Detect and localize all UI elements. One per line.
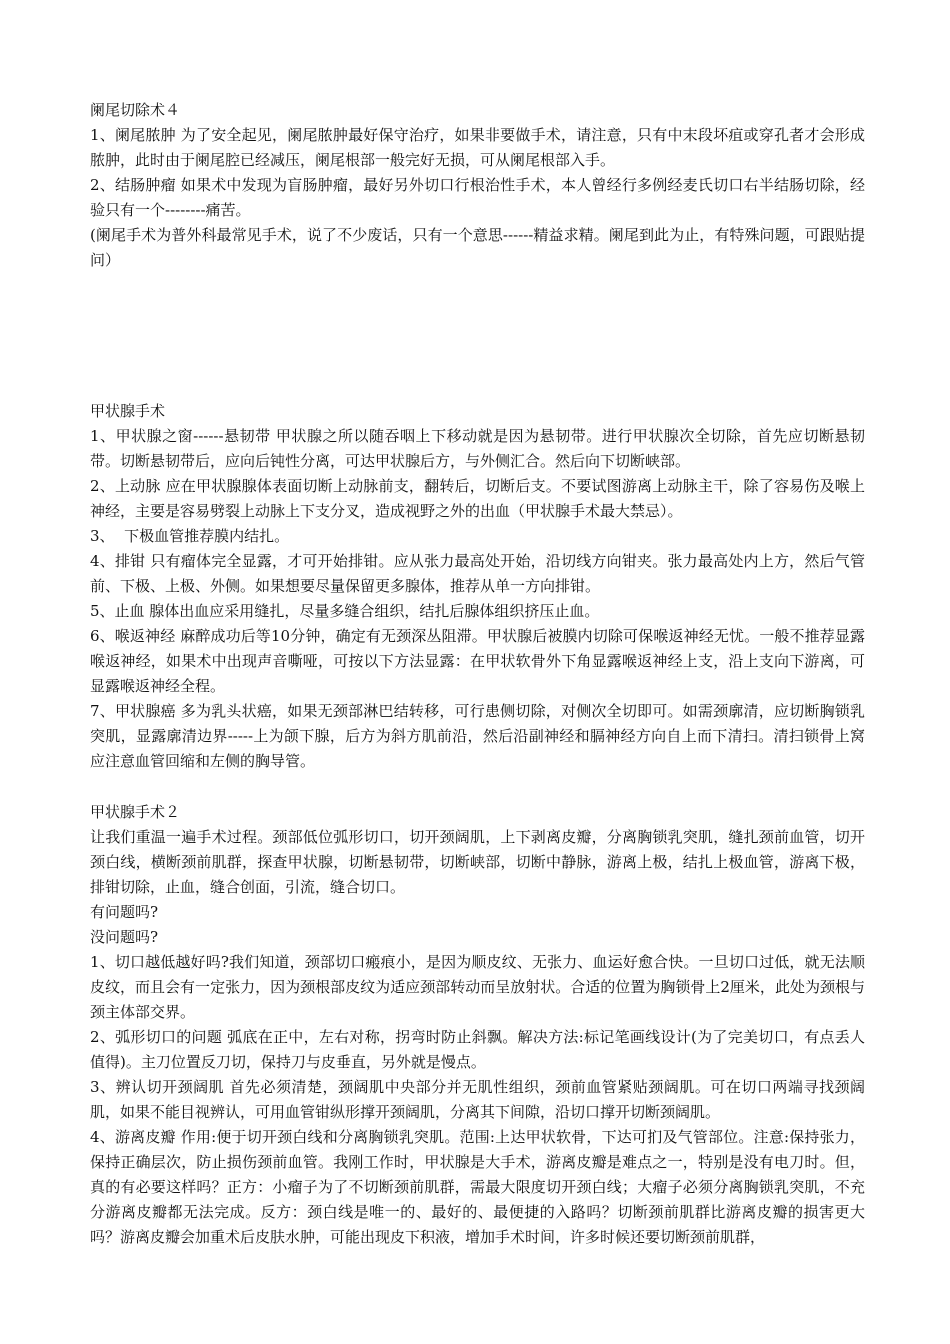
paragraph: 3、辨认切开颈阔肌 首先必须清楚，颈阔肌中央部分并无肌性组织，颈前血管紧贴颈阔肌。可在切口两端寻找颈阔肌，如果不能目视辨认，可用血管钳纵形撑开颈阔肌，分离其下间隙，沿切口撑开切断颈阔肌。 bbox=[90, 1078, 865, 1121]
paragraph: 6、喉返神经 麻醉成功后等10分钟，确定有无颈深丛阻滞。甲状腺后被膜内切除可保喉返神经无忧。一般不推荐显露喉返神经，如果术中出现声音嘶哑，可按以下方法显露：在甲状软骨外下角显露喉返神经上支，沿上支向下游离，可显露喉返神经全程。 bbox=[90, 627, 865, 695]
paragraph: 没问题吗? bbox=[90, 928, 159, 946]
paragraph: 2、弧形切口的问题 弧底在正中，左右对称，拐弯时防止斜飘。解决方法:标记笔画线设计(为了完美切口，有点丢人值得)。主刀位置反刀切，保持刀与皮垂直，另外就是慢点。 bbox=[90, 1028, 865, 1071]
paragraph: 1、切口越低越好吗?我们知道，颈部切口瘢痕小，是因为顺皮纹、无张力、血运好愈合快。一旦切口过低，就无法顺皮纹，而且会有一定张力，因为颈根部皮纹为适应颈部转动而呈放射状。合适的位置为胸锁骨上2厘米，此处为颈根与颈主体部交界。 bbox=[90, 953, 865, 1021]
paragraph: 4、排钳 只有瘤体完全显露，才可开始排钳。应从张力最高处开始，沿切线方向钳夹。张力最高处内上方，然后气管前、下极、上极、外侧。如果想要尽量保留更多腺体，推荐从单一方向排钳。 bbox=[90, 552, 865, 595]
paragraph: 5、止血 腺体出血应采用缝扎，尽量多缝合组织，结扎后腺体组织挤压止血。 bbox=[90, 602, 600, 620]
section-appendectomy-4 bbox=[90, 98, 865, 273]
section-thyroid-surgery bbox=[90, 399, 865, 774]
section-title: 甲状腺手术２ bbox=[90, 803, 181, 821]
section-thyroid-surgery-2 bbox=[90, 800, 865, 1250]
section-spacer bbox=[90, 273, 865, 399]
section-title: 阑尾切除术４ bbox=[90, 101, 181, 119]
paragraph: 2、上动脉 应在甲状腺腺体表面切断上动脉前支，翻转后，切断后支。不要试图游离上动脉主干，除了容易伤及喉上神经，主要是容易劈裂上动脉上下支分叉，造成视野之外的出血（甲状腺手术最大禁忌）。 bbox=[90, 477, 865, 520]
paragraph: 1、甲状腺之窗------悬韧带 甲状腺之所以随吞咽上下移动就是因为悬韧带。进行甲状腺次全切除，首先应切断悬韧带。切断悬韧带后，应向后钝性分离，可达甲状腺后方，与外侧汇合。然后向下切断峡部。 bbox=[90, 427, 865, 470]
paragraph: 有问题吗? bbox=[90, 903, 159, 921]
paragraph: 2、结肠肿瘤 如果术中发现为盲肠肿瘤，最好另外切口行根治性手术，本人曾经行多例经麦氏切口右半结肠切除，经验只有一个--------痛苦。 bbox=[90, 176, 865, 219]
paragraph: 3、 下极血管推荐膜内结扎。 bbox=[90, 527, 290, 545]
paragraph: (阑尾手术为普外科最常见手术，说了不少废话，只有一个意思------精益求精。阑尾到此为止，有特殊问题，可跟贴提问） bbox=[90, 226, 865, 269]
paragraph: 让我们重温一遍手术过程。颈部低位弧形切口，切开颈阔肌，上下剥离皮瓣，分离胸锁乳突肌，缝扎颈前血管，切开颈白线，横断颈前肌群，探查甲状腺，切断悬韧带，切断峡部，切断中静脉，游离上极，结扎上极血管，游离下极，排钳切除，止血，缝合创面，引流，缝合切口。 bbox=[90, 828, 865, 896]
section-spacer bbox=[90, 774, 865, 800]
paragraph: 7、甲状腺癌 多为乳头状癌，如果无颈部淋巴结转移，可行患侧切除，对侧次全切即可。如需颈廓清，应切断胸锁乳突肌，显露廓清边界-----上为颌下腺，后方为斜方肌前沿，然后沿副神经和膈神经方向自上而下清扫。清扫锁骨上窝应注意血管回缩和左侧的胸导管。 bbox=[90, 702, 865, 770]
paragraph: 1、阑尾脓肿 为了安全起见，阑尾脓肿最好保守治疗，如果非要做手术，请注意，只有中末段坏疽或穿孔者才会形成脓肿，此时由于阑尾腔已经减压，阑尾根部一般完好无损，可从阑尾根部入手。 bbox=[90, 126, 865, 169]
paragraph: 4、游离皮瓣 作用:便于切开颈白线和分离胸锁乳突肌。范围:上达甲状软骨，下达可扪及气管部位。注意:保持张力，保持正确层次，防止损伤颈前血管。我刚工作时，甲状腺是大手术，游离皮瓣是难点之一，特别是没有电刀时。但，真的有必要这样吗？正方：小瘤子为了不切断颈前肌群，需最大限度切开颈白线；大瘤子必须分离胸锁乳突肌，不充分游离皮瓣都无法完成。反方：颈白线是唯一的、最好的、最便捷的入路吗？切断颈前肌群比游离皮瓣的损害更大吗？游离皮瓣会加重术后皮肤水肿，可能出现皮下积液，增加手术时间，许多时候还要切断颈前肌群， bbox=[90, 1128, 865, 1246]
document-page bbox=[90, 98, 865, 1250]
section-title: 甲状腺手术 bbox=[90, 402, 166, 420]
